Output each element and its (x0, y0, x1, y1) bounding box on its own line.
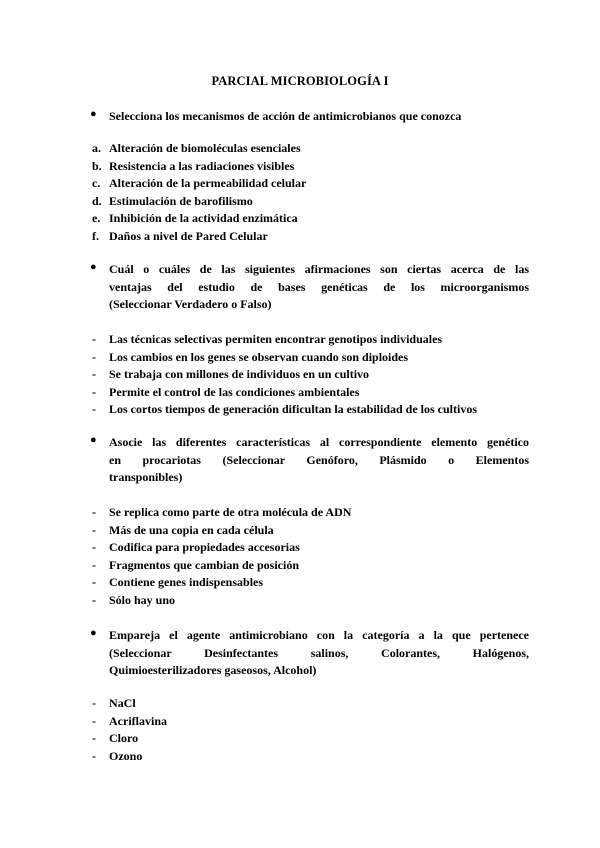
list-item (92, 574, 351, 592)
question-4-line: Quimioesterilizadores gaseosos, Alcohol) (109, 663, 317, 677)
question-1 (92, 108, 529, 126)
list-item-text: Permite el control de las condiciones ambientales (109, 384, 360, 399)
document-title: PARCIAL MICROBIOLOGÍA I (211, 74, 389, 88)
question-3 (92, 434, 529, 487)
list-item (92, 210, 306, 228)
list-item (92, 331, 477, 349)
list-item-text: Resistencia a las radiaciones visibles (109, 158, 295, 173)
item-marker: - (92, 402, 96, 416)
list-item (92, 539, 351, 557)
list-item (92, 193, 306, 211)
question-3-line: Asocie las diferentes características al correspondiente elemento genético (109, 435, 529, 449)
question-4-agents (92, 695, 167, 765)
list-item-text: Fragmentos que cambian de posición (109, 557, 300, 572)
question-3-text (109, 434, 529, 487)
question-4-line: (Seleccionar Desinfectantes salinos, Colorantes, Halógenos, (109, 645, 529, 660)
item-marker: - (92, 592, 96, 607)
list-item-text: Las técnicas selectivas permiten encontrar genotipos individuales (109, 332, 443, 346)
item-marker: - (92, 349, 96, 364)
item-marker: - (92, 713, 96, 728)
item-marker: - (92, 696, 96, 710)
item-marker: - (92, 748, 96, 763)
list-item (92, 175, 306, 193)
question-1-options (92, 140, 306, 245)
bullet-icon: ● (90, 108, 97, 120)
list-item-text: Codifica para propiedades accesorias (109, 540, 300, 554)
item-marker: - (92, 575, 96, 589)
list-item (92, 140, 306, 158)
item-marker: e. (92, 211, 101, 225)
item-marker: d. (92, 193, 102, 208)
question-3-line: transponibles) (109, 470, 183, 484)
list-item (92, 730, 167, 748)
list-item-text: Ozono (109, 748, 143, 763)
list-item-text: Los cortos tiempos de generación dificultan la estabilidad de los cultivos (109, 402, 478, 416)
list-item (92, 384, 477, 402)
list-item (92, 349, 477, 367)
question-2-line: ventajas del estudio de bases genéticas de los microorganismos (109, 279, 529, 294)
list-item (92, 522, 351, 540)
item-marker: b. (92, 158, 102, 173)
list-item-text: Alteración de la permeabilidad celular (109, 176, 307, 190)
bullet-icon: ● (90, 261, 97, 273)
list-item-text: Sólo hay uno (109, 592, 176, 607)
list-item-text: Más de una copia en cada célula (109, 522, 274, 537)
question-3-line: en procariotas (Seleccionar Genóforo, Plásmido o Elementos (109, 452, 529, 467)
item-marker: a. (92, 141, 101, 155)
list-item-text: Contiene genes indispensables (109, 575, 264, 589)
question-1-line: Selecciona los mecanismos de acción de antimicrobianos que conozca (109, 109, 462, 123)
list-item (92, 695, 167, 713)
list-item-text: Se replica como parte de otra molécula de ADN (109, 505, 352, 519)
question-4-text (109, 627, 529, 680)
item-marker: - (92, 540, 96, 554)
question-4 (92, 627, 529, 680)
list-item (92, 592, 351, 610)
list-item (92, 713, 167, 731)
list-item-text: Inhibición de la actividad enzimática (109, 211, 298, 225)
question-2-statements (92, 331, 477, 419)
item-marker: f. (92, 228, 99, 243)
item-marker: - (92, 384, 96, 399)
item-marker: - (92, 557, 96, 572)
item-marker: - (92, 522, 96, 537)
bullet-icon: ● (90, 627, 97, 639)
list-item-text: Daños a nivel de Pared Celular (109, 228, 268, 243)
list-item-text: Estimulación de barofilismo (109, 193, 253, 208)
question-1-text (109, 108, 529, 126)
question-2-line: (Seleccionar Verdadero o Falso) (109, 297, 272, 311)
item-marker: - (92, 332, 96, 346)
question-4-line: Empareja el agente antimicrobiano con la categoría a la que pertenece (109, 628, 529, 642)
item-marker: - (92, 505, 96, 519)
list-item (92, 228, 306, 246)
item-marker: - (92, 731, 96, 745)
item-marker: c. (92, 176, 101, 190)
list-item-text: Alteración de biomoléculas esenciales (109, 141, 301, 155)
list-item-text: Acriflavina (109, 713, 167, 728)
list-item (92, 748, 167, 766)
list-item (92, 557, 351, 575)
question-2 (92, 261, 529, 314)
list-item-text: Se trabaja con millones de individuos en un cultivo (109, 367, 370, 381)
list-item (92, 366, 477, 384)
list-item-text: Los cambios en los genes se observan cuando son diploides (109, 349, 409, 364)
question-2-line: Cuál o cuáles de las siguientes afirmaciones son ciertas acerca de las (109, 262, 529, 276)
list-item-text: Cloro (109, 731, 139, 745)
question-3-characteristics (92, 504, 351, 609)
list-item (92, 504, 351, 522)
item-marker: - (92, 367, 96, 381)
bullet-icon: ● (90, 434, 97, 446)
list-item (92, 158, 306, 176)
list-item-text: NaCl (109, 696, 136, 710)
list-item (92, 401, 477, 419)
question-2-text (109, 261, 529, 314)
